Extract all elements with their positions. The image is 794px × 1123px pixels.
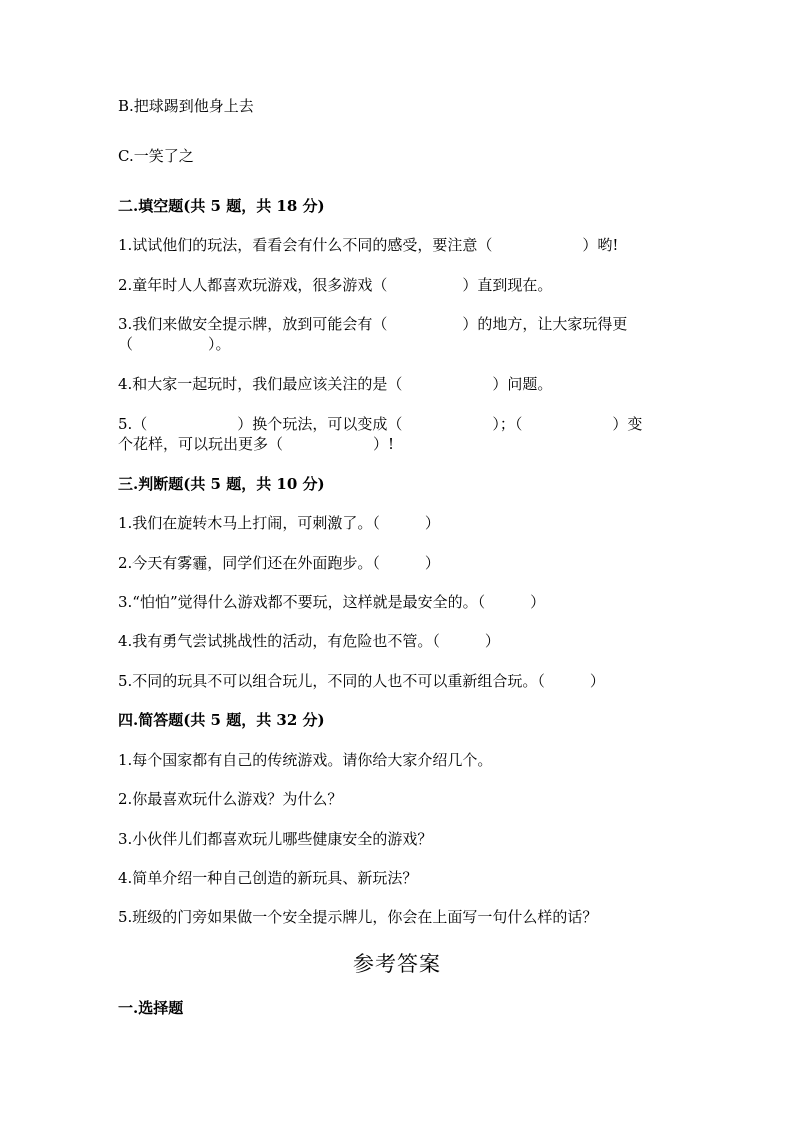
- fill-blank-question-4: 4.和大家一起玩时，我们最应该关注的是（ ）问题。: [118, 375, 553, 393]
- short-answer-question-1: 1.每个国家都有自己的传统游戏。请你给大家介绍几个。: [118, 751, 493, 769]
- true-false-question-1: 1.我们在旋转木马上打闹，可刺激了。（ ）: [118, 514, 440, 532]
- option-b: B.把球踢到他身上去: [118, 97, 254, 115]
- true-false-question-4: 4.我有勇气尝试挑战性的活动，有危险也不管。（ ）: [118, 632, 500, 650]
- fill-blank-question-3-line-1: 3.我们来做安全提示牌，放到可能会有（ ）的地方，让大家玩得更: [118, 315, 628, 333]
- fill-blank-question-5-line-2: 个花样，可以玩出更多（ ）!: [118, 435, 395, 453]
- answer-key-title: 参考答案: [353, 952, 441, 976]
- option-c: C.一笑了之: [118, 147, 194, 165]
- fill-blank-question-2: 2.童年时人人都喜欢玩游戏，很多游戏（ ）直到现在。: [118, 276, 553, 294]
- fill-blank-question-1: 1.试试他们的玩法，看看会有什么不同的感受，要注意（ ）哟!: [118, 236, 619, 254]
- short-answer-question-3: 3.小伙伴儿们都喜欢玩儿哪些健康安全的游戏？: [118, 830, 433, 848]
- short-answer-question-5: 5.班级的门旁如果做一个安全提示牌儿，你会在上面写一句什么样的话？: [118, 908, 598, 926]
- short-answer-question-2: 2.你最喜欢玩什么游戏？为什么？: [118, 790, 343, 808]
- fill-blank-question-5-line-1: 5.（ ）换个玩法，可以变成（ ）；（ ）变: [118, 415, 643, 433]
- true-false-question-5: 5.不同的玩具不可以组合玩儿，不同的人也不可以重新组合玩。（ ）: [118, 672, 605, 690]
- fill-blank-question-3-line-2: （ ）。: [118, 335, 231, 353]
- true-false-question-3: 3.“怕怕”觉得什么游戏都不要玩，这样就是最安全的。（ ）: [118, 593, 546, 611]
- answer-section-1-heading: 一.选择题: [118, 999, 184, 1017]
- true-false-heading: 三.判断题(共 5 题，共 10 分): [118, 475, 325, 493]
- fill-blank-heading: 二.填空题(共 5 题，共 18 分): [118, 197, 325, 215]
- short-answer-question-4: 4.简单介绍一种自己创造的新玩具、新玩法？: [118, 869, 418, 887]
- true-false-question-2: 2.今天有雾霾，同学们还在外面跑步。（ ）: [118, 554, 440, 572]
- short-answer-heading: 四.简答题(共 5 题，共 32 分): [118, 711, 325, 729]
